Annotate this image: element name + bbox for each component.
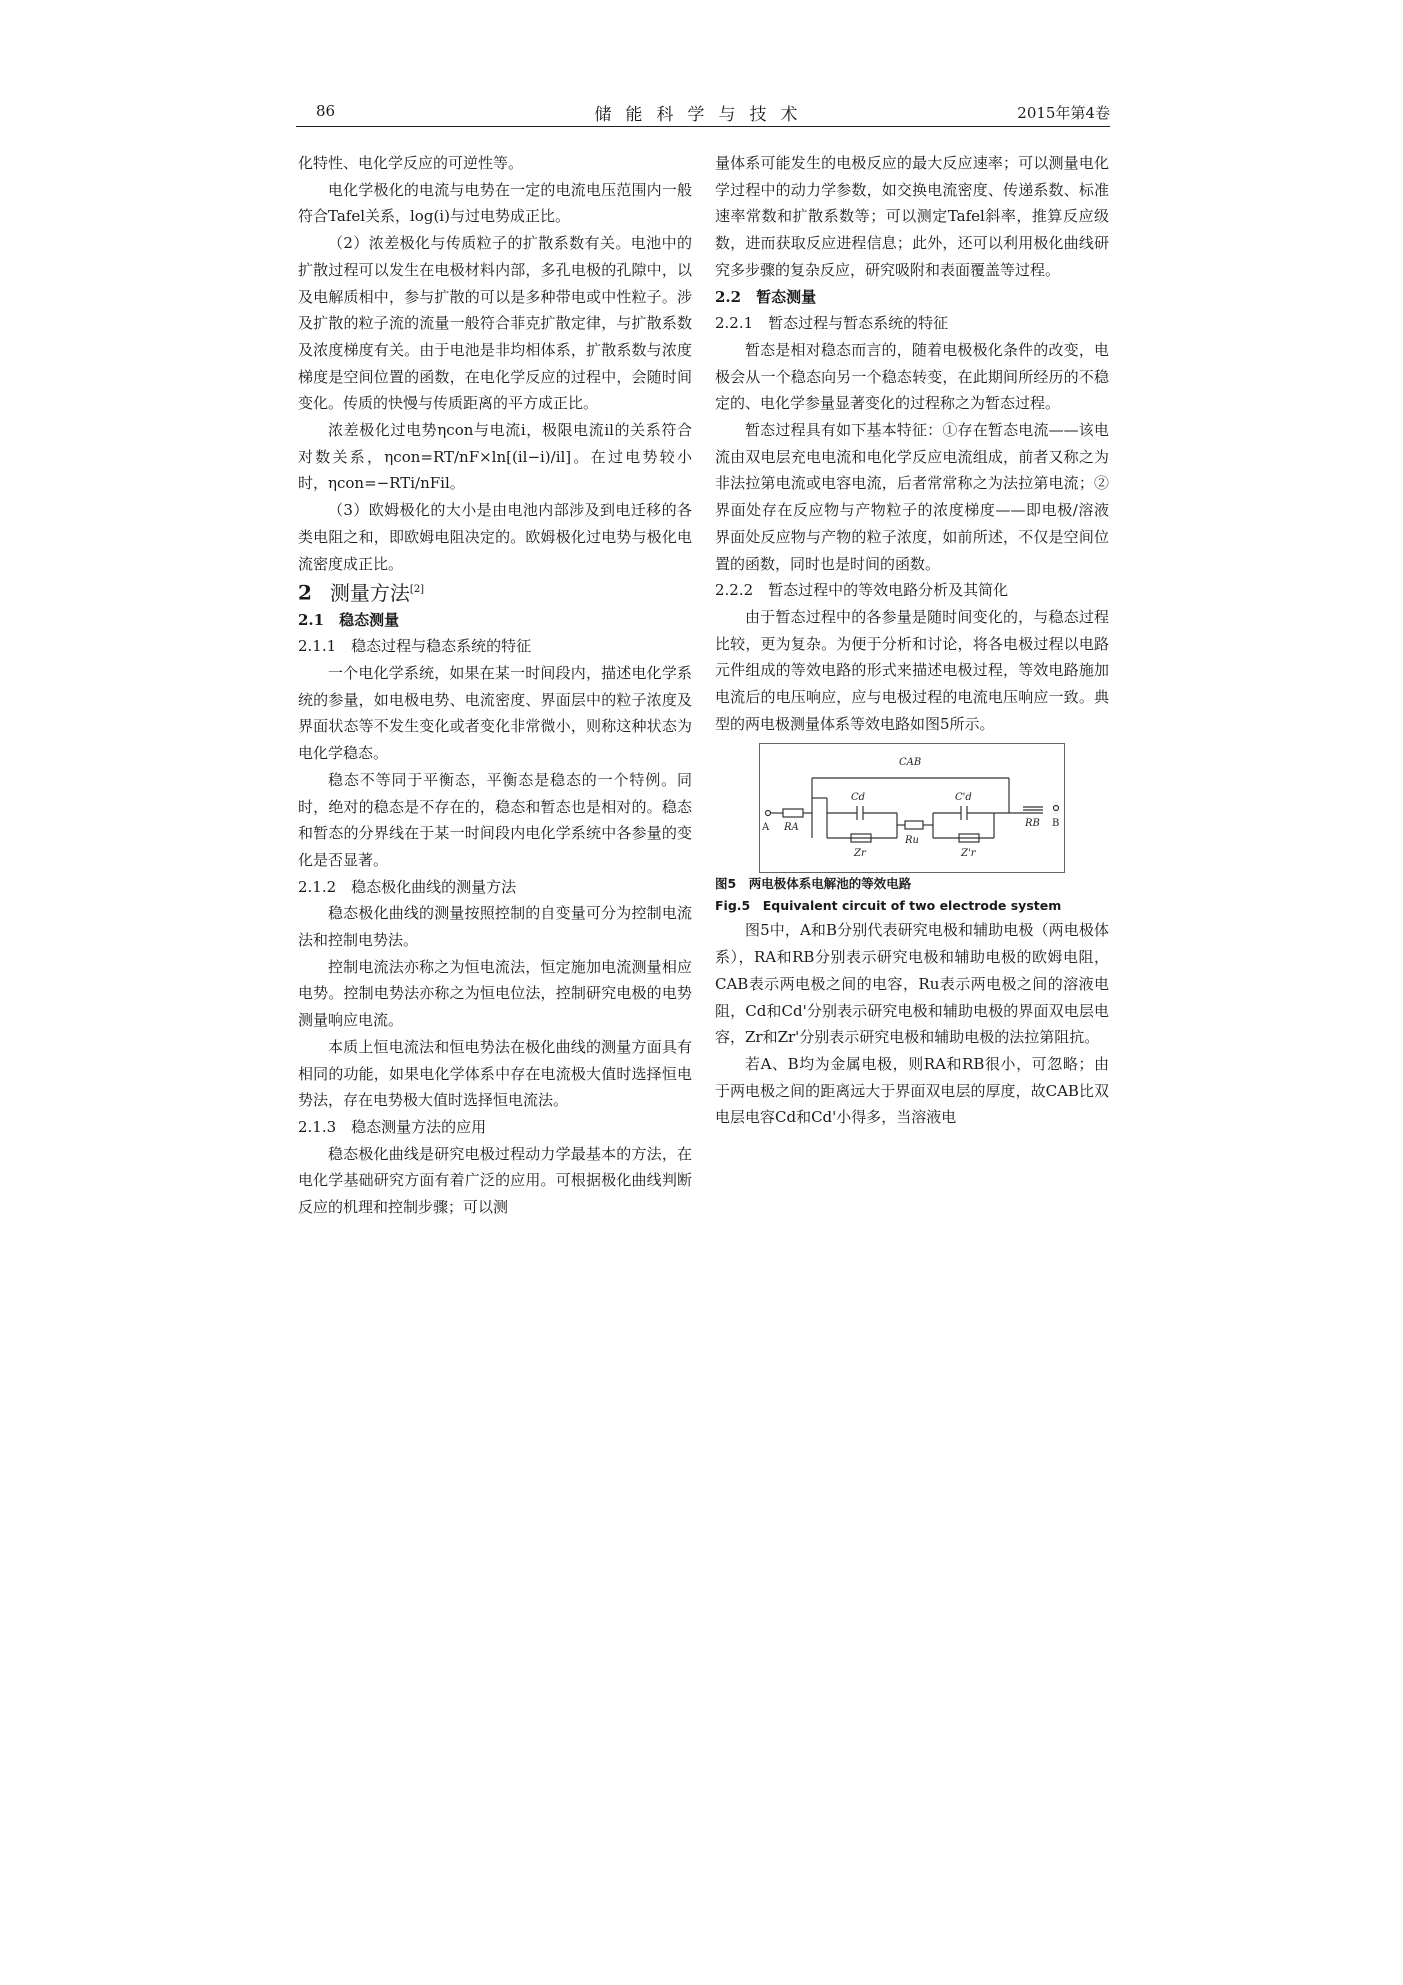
figure-caption-en: Fig.5 Equivalent circuit of two electrode system [715,898,1062,914]
left-column [298,150,692,1221]
paragraph: （3）欧姆极化的大小是由电池内部涉及到电迁移的各类电阻之和，即欧姆电阻决定的。欧姆极化过电势与极化电流密度成正比。 [298,501,692,573]
paragraph: 量体系可能发生的电极反应的最大反应速率；可以测量电化学过程中的动力学参数，如交换电流密度、传递系数、标准速率常数和扩散系数等；可以测定Tafel斜率，推算反应级数，进而获取反应进程信息；此外，还可以利用极化曲线研究多步骤的复杂反应，研究吸附和表面覆盖等过程。 [715,154,1109,279]
subsubsection-heading: 2.1.1 稳态过程与稳态系统的特征 [298,637,532,656]
subsubsection-heading: 2.2.2 暂态过程中的等效电路分析及其简化 [715,581,1009,600]
paragraph: 一个电化学系统，如果在某一时间段内，描述电化学系统的参量，如电极电势、电流密度、界面层中的粒子浓度及界面状态等不发生变化或者变化非常微小，则称这种状态为电化学稳态。 [298,664,692,763]
paragraph: 图5中，A和B分别代表研究电极和辅助电极（两电极体系），RA和RB分别表示研究电极和辅助电极的欧姆电阻，CAB表示两电极之间的电容，Ru表示两电极之间的溶液电阻，Cd和Cd'分别表示研究电极和辅助电极的界面双电层电容，Zr和Zr'分别表示研究电极和辅助电极的法拉第阻抗。 [715,921,1109,1047]
right-column [715,150,1109,1131]
subsection-heading: 2.2 暂态测量 [715,287,817,306]
paragraph: （2）浓差极化与传质粒子的扩散系数有关。电池中的扩散过程可以发生在电极材料内部，多孔电极的孔隙中，以及电解质相中，参与扩散的可以是多种带电或中性粒子。涉及扩散的粒子流的流量一般符合菲克扩散定律，与扩散系数及浓度梯度有关。由于电池是非均相体系，扩散系数与浓度梯度是空间位置的函数，在电化学反应的过程中，会随时间变化。传质的快慢与传质距离的平方成正比。 [298,234,692,413]
subsection-heading: 2.1 稳态测量 [298,610,400,629]
label-a: A [762,822,770,834]
label-cd-prime: C'd [955,792,972,804]
label-ra: RA [784,822,799,834]
paragraph: 电化学极化的电流与电势在一定的电流电压范围内一般符合Tafel关系，log(i)与过电势成正比。 [298,180,692,226]
equivalent-circuit-diagram [759,743,1065,873]
subsubsection-heading: 2.1.2 稳态极化曲线的测量方法 [298,877,517,896]
label-zr-prime: Z'r [961,848,976,860]
paragraph: 稳态极化曲线的测量按照控制的自变量可分为控制电流法和控制电势法。 [298,904,692,950]
label-cab: CAB [899,757,922,769]
paragraph: 稳态极化曲线是研究电极过程动力学最基本的方法，在电化学基础研究方面有着广泛的应用。可根据极化曲线判断反应的机理和控制步骤；可以测 [298,1144,692,1217]
paragraph: 本质上恒电流法和恒电势法在极化曲线的测量方面具有相同的功能，如果电化学体系中存在电流极大值时选择恒电势法，存在电势极大值时选择恒电流法。 [298,1037,692,1110]
volume-info: 2015年第4卷 [1017,104,1110,122]
section-number: 2 [298,580,312,605]
paragraph: 控制电流法亦称之为恒电流法，恒定施加电流测量相应电势。控制电势法亦称之为恒电位法，控制研究电极的电势测量响应电流。 [298,957,692,1030]
label-ru: Ru [905,835,919,847]
paragraph: 稳态不等同于平衡态，平衡态是稳态的一个特例。同时，绝对的稳态是不存在的，稳态和暂态也是相对的。稳态和暂态的分界线在于某一时间段内电化学系统中各参量的变化是否显著。 [298,770,692,869]
section-title: 测量方法 [329,580,410,605]
paragraph: 化特性、电化学反应的可逆性等。 [298,154,524,172]
label-b: B [1052,818,1060,830]
paragraph: 若A、B均为金属电极，则RA和RB很小，可忽略；由于两电极之间的距离远大于界面双电层的厚度，故CAB比双电层电容Cd和Cd'小得多，当溶液电 [715,1054,1109,1127]
page-header [296,96,1110,127]
page-number: 86 [316,102,336,120]
figure-5 [715,743,1109,917]
subsubsection-heading: 2.2.1 暂态过程与暂态系统的特征 [715,314,949,333]
paragraph: 暂态过程具有如下基本特征：①存在暂态电流——该电流由双电层充电电流和电化学反应电流组成，前者又称之为非法拉第电流或电容电流，后者常常称之为法拉第电流；②界面处存在反应物与产物粒子的浓度梯度——即电极/溶液界面处反应物与产物的粒子浓度，如前所述，不仅是空间位置的函数，同时也是时间的函数。 [715,421,1109,573]
paragraph: 浓差极化过电势ηcon与电流i，极限电流il的关系符合对数关系，ηcon=RT/nF×ln[(il−i)/il]。在过电势较小时，ηcon=−RTi/nFil。 [298,421,692,493]
label-cd: Cd [851,792,866,804]
label-zr: Zr [854,848,866,860]
citation: [2] [409,584,425,596]
paragraph: 由于暂态过程中的各参量是随时间变化的，与稳态过程比较，更为复杂。为便于分析和讨论，将各电极过程以电路元件组成的等效电路的形式来描述电极过程，等效电路施加电流后的电压响应，应与电极过程的电流电压响应一致。典型的两电极测量体系等效电路如图5所示。 [715,607,1109,733]
figure-caption-cn: 图5 两电极体系电解池的等效电路 [715,876,912,892]
paragraph: 暂态是相对稳态而言的，随着电极极化条件的改变，电极会从一个稳态向另一个稳态转变，在此期间所经历的不稳定的、电化学参量显著变化的过程称之为暂态过程。 [715,340,1109,413]
section-heading [298,577,692,606]
label-rb: RB [1025,818,1040,830]
subsubsection-heading: 2.1.3 稳态测量方法的应用 [298,1117,487,1136]
journal-title: 储能科学与技术 [594,105,812,125]
